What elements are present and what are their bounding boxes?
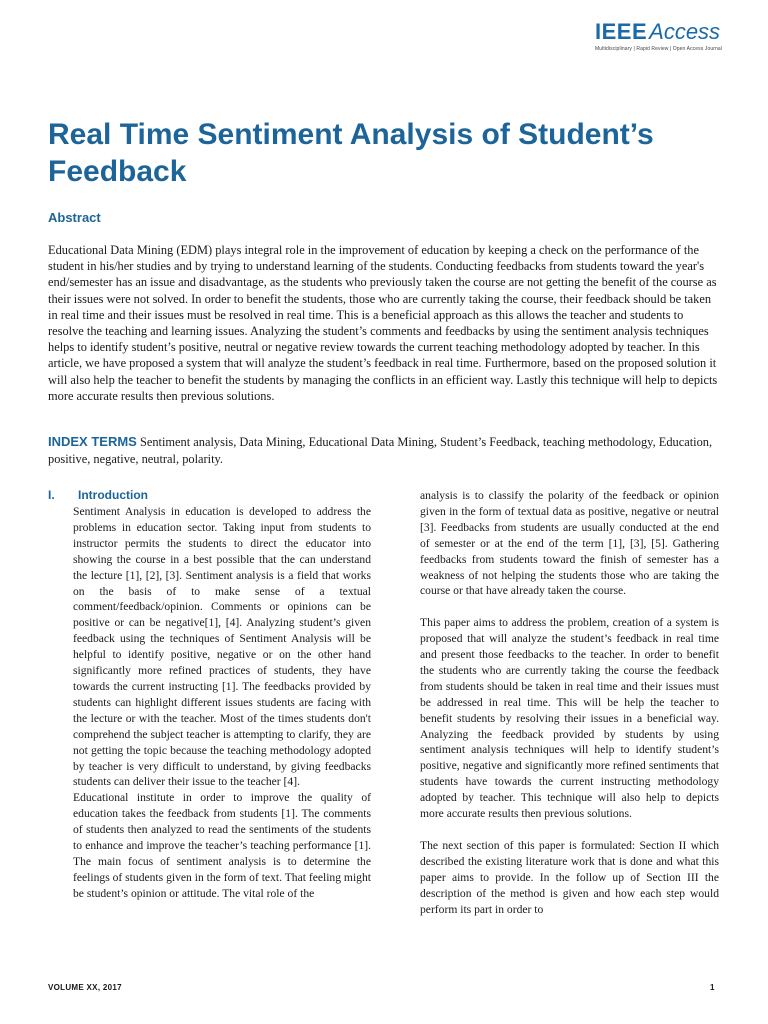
intro-paragraph-5: The next section of this paper is formulated: Section II which described the existing literature work that is done and what this paper aims to provide. In the follow up of Section III the description of the method is given and how each step would perform its part in order to: [420, 838, 719, 916]
index-terms-label: INDEX TERMS: [48, 434, 137, 449]
section-title: Introduction: [78, 488, 148, 502]
journal-logo: [595, 20, 725, 52]
paper-title: Real Time Sentiment Analysis of Student’s Feedback: [48, 118, 654, 188]
intro-paragraph-3: analysis is to classify the polarity of the feedback or opinion given in the form of textual data as positive, negative or neutral [3]. Feedbacks from students are usually conducted at the end of semester or at the end of the term [1], [3], [5]. Gathering feedbacks from students toward the finish of semester has a weakness of not helping the students those who are taking the course or that have already taken the course.: [420, 489, 719, 598]
abstract-text: Educational Data Mining (EDM) plays integral role in the improvement of education by keeping a check on the performance of the student in his/her studies and by trying to understand learning of the students. Conducting feedbacks from students toward the year's end/semester has an issue and disadvantage, as the students who previously taken the course are not getting the benefit of the course as their issues were not solved. In order to benefit the students, those who are currently taking the course, their feedback should be taken in real time and their issues must be resolved in real time. This is a beneficial approach as this allows the teacher and students to resolve the teaching and learning issues. Analyzing the student’s comments and feedbacks by using the sentiment analysis techniques helps to identify student’s positive, neutral or negative review towards the current teaching methodology adopted by teacher. In this article, we have proposed a system that will analyze the student’s feedback in real time. Furthermore, based on the proposed solution it will also help the teacher to benefit the students by managing the conflicts in an efficient way. Lastly this technique will help to depicts more accurate results then previous solutions.: [48, 243, 718, 403]
intro-paragraph-4: This paper aims to address the problem, creation of a system is proposed that will analyze the student’s feedback in real time and present those feedbacks to the teacher. In order to benefit the students who are currently taking the course the feedback from students should be taken in real time and their issues must be addressed in real time. This will be help the teacher to benefit students by resolving their issues in a beneficial way. Analyzing the feedback provided by students by using sentiment analysis techniques will help to identify student’s positive, negative and significantly more refined sentiments that students have towards the current instructing methodology adopted by teacher. This technique will also help to depicts more accurate results then previous solutions.: [420, 616, 719, 821]
section-heading-introduction: [48, 488, 148, 502]
index-terms-text: Sentiment analysis, Data Mining, Educational Data Mining, Student’s Feedback, teaching methodology, Education, positive, negative, neutral, polarity.: [48, 435, 713, 466]
logo-ieee-text: IEEE: [595, 19, 648, 44]
section-number: I.: [48, 488, 55, 502]
abstract-heading: Abstract: [48, 210, 101, 225]
left-column: [73, 504, 371, 902]
logo-tagline: Multidisciplinary | Rapid Review | Open Access Journal: [595, 46, 722, 52]
logo-access-text: Access: [649, 19, 721, 44]
intro-paragraph-1: Sentiment Analysis in education is developed to address the problems in education sector. Taking input from students to instructor permits the students to direct the educator into showing the course in a best possible that the can understand the lecture [1], [2], [3]. Sentiment analysis is a field that works on the basis of to make sense of a textual comment/feedback/opinion. Comments or opinions can be positive or can be negative[1], [4]. Analyzing student’s given feedback using the techniques of Sentiment Analysis will be helpful to identify positive, negative or on the other hand significantly more refined practices of students, they have towards the current instructing [1]. The feedbacks provided by students can highlight different issues students are facing with the lecture or with the teacher. Most of the times students don't comprehend the subject teacher is attempting to clarify, they are not getting the topic because the teaching methodology adopted by teacher is very difficult to understand, by giving feedbacks students can deliver their issue to the teacher [4].: [73, 505, 371, 789]
intro-paragraph-2: Educational institute in order to improve the quality of education takes the feedback from students [1]. The comments of students then analyzed to read the sentiments of the students to enhance and improve the teacher’s teaching performance [1]. The main focus of sentiment analysis is to determine the feelings of students given in the form of text. That feeling might be student’s opinion or attitude. The vital role of the: [73, 791, 371, 900]
index-terms: [48, 433, 720, 468]
footer-page-number: 1: [710, 983, 715, 992]
footer-volume: VOLUME XX, 2017: [48, 983, 122, 992]
right-column: [420, 488, 719, 917]
